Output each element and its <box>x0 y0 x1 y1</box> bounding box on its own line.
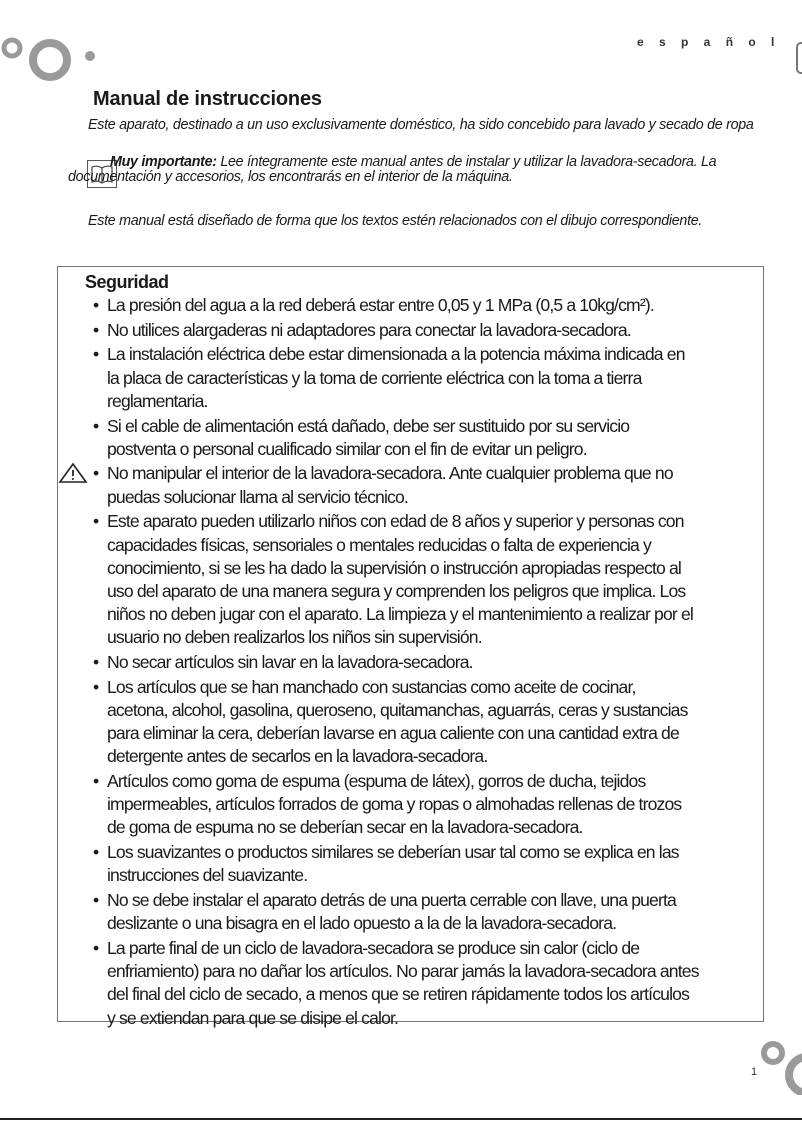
safety-item <box>93 841 773 887</box>
bullet: • <box>93 676 99 697</box>
important-label: Muy importante: <box>110 154 217 170</box>
safety-item-line: para eliminar la cera, deberían lavarse en agua caliente con una cantidad extra de <box>107 723 679 744</box>
bullet: • <box>93 937 99 958</box>
safety-item-line: usuario no deben realizarlos los niños sin supervisión. <box>107 627 482 648</box>
bullet: • <box>93 842 99 863</box>
side-tab-marker <box>796 42 802 74</box>
footer-rule <box>0 1118 802 1120</box>
page-number: 1 <box>751 1066 758 1078</box>
bullet: • <box>93 652 99 673</box>
bullet: • <box>93 890 99 911</box>
safety-item-line: La instalación eléctrica debe estar dimensionada a la potencia máxima indicada en <box>107 344 685 365</box>
footer-logo-icon <box>755 1035 802 1095</box>
safety-item <box>93 319 773 342</box>
safety-item-line: niños no deben jugar con el aparato. La limpieza y el mantenimiento a realizar por el <box>107 604 693 625</box>
safety-item-line: Los suavizantes o productos similares se deberían usar tal como se explica en las <box>107 842 679 863</box>
safety-item-line: uso del aparato de una manera segura y comprenden los peligros que implica. Los <box>107 580 686 601</box>
safety-item-line: No se debe instalar el aparato detrás de una puerta cerrable con llave, una puerta <box>107 890 676 911</box>
bullet: • <box>93 415 99 436</box>
important-notice <box>68 155 738 185</box>
safety-item-line: enfriamiento) para no dañar los artículos. No parar jamás la lavadora-secadora antes <box>107 961 699 982</box>
safety-item-line: puedas solucionar llama al servicio técnico. <box>107 486 408 507</box>
safety-item-line: la placa de características y la toma de corriente eléctrica con la toma a tierra <box>107 367 642 388</box>
page-title: Manual de instrucciones <box>93 88 322 110</box>
warning-icon <box>58 462 88 484</box>
bullet: • <box>93 344 99 365</box>
safety-list <box>93 294 773 1031</box>
safety-item-line: capacidades físicas, sensoriales o mentales reducidas o falta de experiencia y <box>107 534 651 555</box>
safety-item-line: acetona, alcohol, gasolina, queroseno, quitamanchas, aguarrás, ceras y sustancias <box>107 699 688 720</box>
safety-item-line: Artículos como goma de espuma (espuma de látex), gorros de ducha, tejidos <box>107 771 646 792</box>
bullet: • <box>93 295 99 315</box>
safety-item <box>93 343 773 413</box>
safety-item-line: de goma de espuma no se deberían secar en la lavadora-secadora. <box>107 817 583 838</box>
safety-item-line: deslizante o una bisagra en el lado opuesto a la de la lavadora-secadora. <box>107 913 617 934</box>
language-label: e s p a ñ o l <box>637 35 781 49</box>
bullet: • <box>93 771 99 792</box>
safety-item-line: y se extiendan para que se disipe el calor. <box>107 1007 399 1028</box>
brand-logo-icon <box>0 30 100 90</box>
safety-item-line: No utilices alargaderas ni adaptadores para conectar la lavadora-secadora. <box>107 319 631 340</box>
safety-item <box>93 651 773 674</box>
safety-item-line: postventa o personal cualificado similar con el fin de evitar un peligro. <box>107 438 587 459</box>
safety-item-line: reglamentaria. <box>107 390 208 411</box>
safety-item-line: No secar artículos sin lavar en la lavadora-secadora. <box>107 652 473 673</box>
safety-item <box>93 676 773 769</box>
safety-item-line: La presión del agua a la red deberá estar entre 0,05 y 1 MPa (0,5 a 10kg/cm²). <box>107 295 654 315</box>
safety-item-line: No manipular el interior de la lavadora-secadora. Ante cualquier problema que no <box>107 463 673 484</box>
safety-item-line: del final del ciclo de secado, a menos que se retiren rápidamente todos los artículos <box>107 984 690 1005</box>
bullet: • <box>93 511 99 532</box>
safety-item-line: impermeables, artículos forrados de goma y ropas o almohadas rellenas de trozos <box>107 794 682 815</box>
safety-item-line: conocimiento, si se les ha dado la supervisión o instrucción apropiadas respecto al <box>107 557 681 578</box>
safety-item-line: instrucciones del suavizante. <box>107 865 308 886</box>
safety-item <box>93 889 773 935</box>
safety-item-line: Si el cable de alimentación está dañado, debe ser sustituido por su servicio <box>107 415 630 436</box>
important-text: Lee íntegramente este manual antes de instalar y utilizar la lavadora-secadora. La documentación y accesorios, los encontrarás en el interior de la máquina. <box>68 154 717 185</box>
manual-note: Este manual está diseñado de forma que los textos estén relacionados con el dibujo correspondiente. <box>88 213 703 229</box>
bullet: • <box>93 319 99 340</box>
intro-text: Este aparato, destinado a un uso exclusivamente doméstico, ha sido concebido para lavado y secado de ropa <box>88 117 754 133</box>
safety-item <box>93 462 773 508</box>
safety-item <box>93 937 773 1030</box>
safety-heading: Seguridad <box>85 272 169 292</box>
safety-item <box>93 294 773 317</box>
safety-item <box>93 510 773 649</box>
safety-item <box>93 770 773 840</box>
safety-item-line: Los artículos que se han manchado con sustancias como aceite de cocinar, <box>107 676 636 697</box>
safety-item-line: Este aparato pueden utilizarlo niños con edad de 8 años y superior y personas con <box>107 511 684 532</box>
safety-item <box>93 415 773 461</box>
bullet: • <box>93 463 99 484</box>
safety-item-line: La parte final de un ciclo de lavadora-secadora se produce sin calor (ciclo de <box>107 937 640 958</box>
safety-item-line: detergente antes de secarlos en la lavadora-secadora. <box>107 746 488 767</box>
